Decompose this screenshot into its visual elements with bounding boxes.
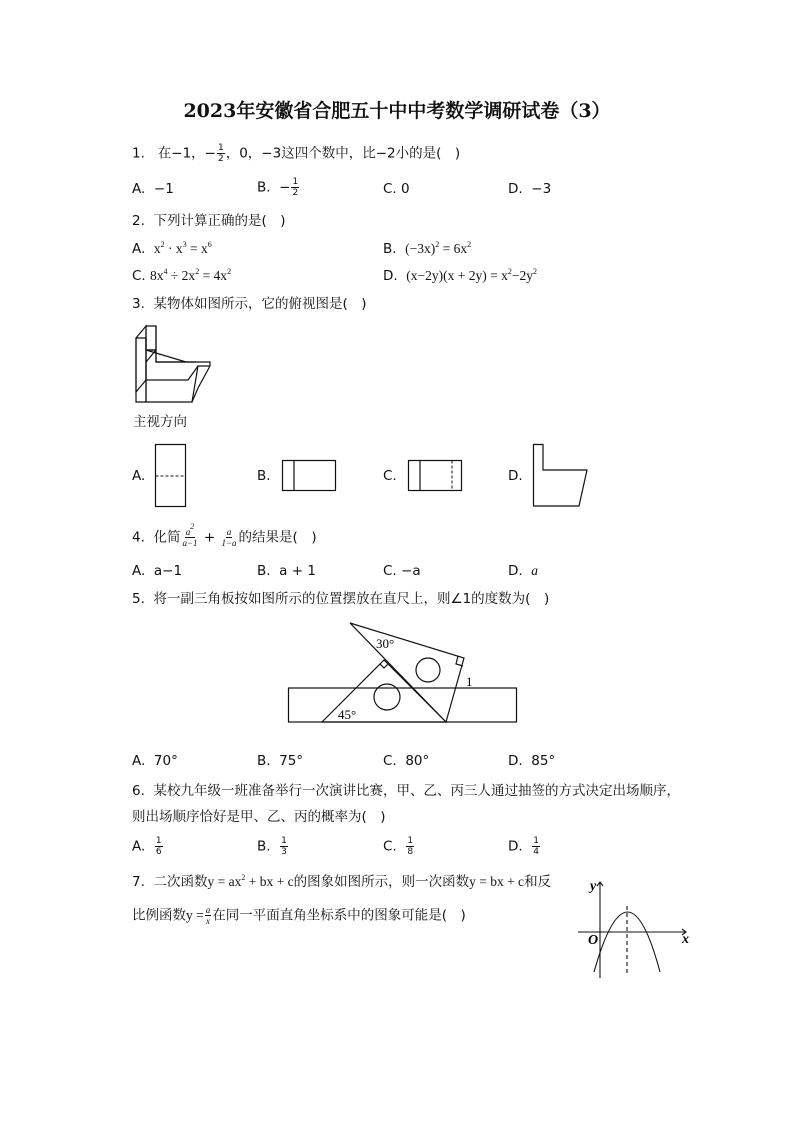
- q1-option-b[interactable]: B. − $\frac{1}{2}$: [257, 177, 299, 198]
- q3-option-a[interactable]: A.: [132, 468, 146, 484]
- question-text: 化简: [153, 529, 181, 546]
- q3-option-d[interactable]: D.: [508, 468, 523, 484]
- question-number: 3.: [132, 296, 145, 312]
- triangle-ruler-figure: [288, 620, 520, 725]
- question-number: 6.: [132, 783, 145, 799]
- fraction: $\frac{1}{2}$: [217, 143, 224, 164]
- angle-label-30: 30°: [376, 636, 395, 651]
- q3-option-b[interactable]: B.: [257, 468, 271, 484]
- triangle-30: [350, 623, 464, 722]
- q5-option-d[interactable]: D. 85°: [508, 753, 556, 769]
- question-number: 7.: [132, 874, 145, 890]
- q2-option-d[interactable]: D. $(x-2y)(x + 2y) = x^2-2y^2$: [383, 267, 537, 284]
- question-6: [132, 782, 680, 800]
- q2-option-c[interactable]: C. $8x^4 \div 2x^2 = 4x^2$: [132, 267, 232, 284]
- origin-label: O: [588, 933, 599, 948]
- question-7-line-2: 比例函数y = $\frac{a}{x}$ 在同一平面直角坐标系中的图象可能是( ): [132, 905, 466, 926]
- q3-option-a-view: [155, 444, 187, 508]
- q4-option-b[interactable]: B. a + 1: [257, 563, 316, 579]
- q5-option-c[interactable]: C. 80°: [383, 753, 430, 769]
- x-label: x: [682, 932, 689, 947]
- page-title: 2023年安徽省合肥五十中中考数学调研试卷（3）: [183, 100, 611, 122]
- object-3d-figure: [130, 320, 220, 410]
- q5-option-b[interactable]: B. 75°: [257, 753, 304, 769]
- ruler-shape: [289, 688, 517, 722]
- q3-option-c-view: [408, 460, 464, 492]
- question-text: 二次函数: [153, 874, 208, 890]
- question-6-line-2: 则出场顺序恰好是甲、乙、丙的概率为( ): [132, 809, 386, 825]
- q6-option-a[interactable]: A. $\frac{1}{6}$: [132, 836, 162, 857]
- q3-option-b-view: [282, 460, 338, 492]
- question-4: 4. 化简 $\frac{a^2}{a-1}$ + $\frac{a}{1-a}$ 的结果是( ): [132, 522, 317, 548]
- q6-option-b[interactable]: B. $\frac{1}{3}$: [257, 836, 287, 857]
- y-label: y: [590, 879, 597, 894]
- q6-option-c[interactable]: C. $\frac{1}{8}$: [383, 836, 414, 857]
- question-1: 1. 在−1，− $\frac{1}{2}$ ，0，−3这四个数中，比−2小的是( ): [132, 143, 461, 164]
- question-text: 将一副三角板按如图所示的位置摆放在直尺上，则∠1的度数为( ): [153, 591, 550, 607]
- question-number: 5.: [132, 591, 145, 607]
- question-text: 某物体如图所示，它的俯视图是( ): [153, 296, 367, 312]
- question-2: [132, 212, 286, 230]
- question-3: [132, 295, 367, 313]
- angle-label-1: 1: [466, 674, 473, 689]
- q5-option-a[interactable]: A. 70°: [132, 753, 178, 769]
- q1-option-a[interactable]: A. −1: [132, 181, 174, 197]
- q1-option-c[interactable]: C. 0: [383, 181, 410, 197]
- q3-option-c[interactable]: C.: [383, 468, 397, 484]
- q4-option-a[interactable]: A. a−1: [132, 563, 183, 579]
- question-text: 某校九年级一班准备举行一次演讲比赛，甲、乙、丙三人通过抽签的方式决定出场顺序，: [153, 783, 680, 799]
- question-number: 4.: [132, 529, 145, 546]
- question-number: 2.: [132, 213, 145, 229]
- question-text: 的图象如图所示，则一次函数: [293, 874, 470, 890]
- question-text: 下列计算正确的是( ): [153, 213, 286, 229]
- question-text: 和反: [524, 874, 552, 890]
- q4-option-d[interactable]: D. a: [508, 563, 539, 579]
- parabola-graph: [578, 876, 698, 980]
- q2-option-b[interactable]: B. $(-3x)^2 = 6x^2$: [383, 240, 472, 257]
- angle-label-45: 45°: [338, 707, 357, 722]
- question-text: 的结果是( ): [238, 529, 317, 546]
- question-text: ，0，−3这四个数中，比−2小的是( ): [225, 145, 461, 162]
- q1-option-d[interactable]: D. −3: [508, 181, 552, 197]
- q6-option-d[interactable]: D. $\frac{1}{4}$: [508, 836, 540, 857]
- figure-caption: 主视方向: [133, 414, 187, 430]
- q4-option-c[interactable]: C. −a: [383, 563, 421, 579]
- question-number: 1.: [132, 145, 145, 162]
- question-7: 7. 二次函数$y = ax^2$ + bx + c的图象如图所示，则一次函数y = bx + c和反: [132, 873, 552, 890]
- question-text: 在−1，: [157, 145, 205, 162]
- q2-option-a[interactable]: A. $x^2 \cdot x^3 = x^6$: [132, 240, 212, 257]
- question-5: [132, 590, 549, 608]
- q3-option-d-view: [533, 444, 593, 510]
